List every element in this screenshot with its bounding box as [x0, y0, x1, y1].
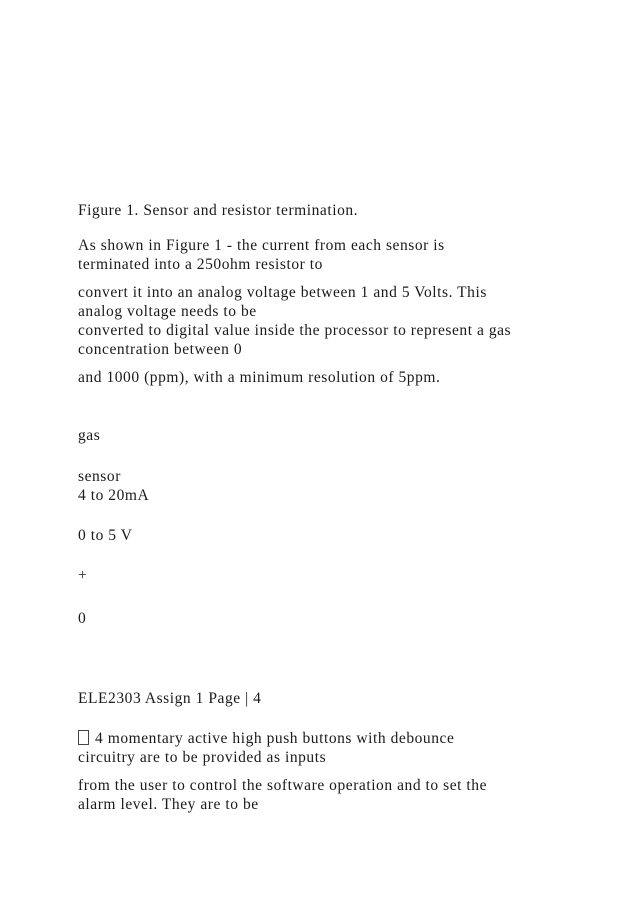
- bullet-text: 4 momentary active high push buttons with debounce: [95, 730, 455, 747]
- figure-label-current: 4 to 20mA: [78, 487, 150, 504]
- paragraph-line: and 1000 (ppm), with a minimum resolution of 5ppm.: [78, 369, 441, 386]
- page-footer: ELE2303 Assign 1 Page | 4: [78, 690, 262, 707]
- bullet-placeholder-icon: [78, 730, 89, 745]
- paragraph-line: analog voltage needs to be: [78, 303, 257, 320]
- figure-label-sensor: sensor: [78, 468, 121, 485]
- paragraph-line: circuitry are to be provided as inputs: [78, 749, 327, 766]
- figure-caption: Figure 1. Sensor and resistor termination.: [78, 202, 359, 219]
- paragraph-line: from the user to control the software operation and to set the: [78, 777, 487, 794]
- figure-label-plus: +: [78, 567, 88, 584]
- paragraph-line: terminated into a 250ohm resistor to: [78, 256, 323, 273]
- figure-label-voltage: 0 to 5 V: [78, 527, 133, 544]
- figure-label-zero: 0: [78, 610, 87, 627]
- bullet-item: [78, 729, 454, 748]
- paragraph-line: concentration between 0: [78, 341, 243, 358]
- paragraph-line: convert it into an analog voltage between 1 and 5 Volts. This: [78, 284, 487, 301]
- paragraph-line: As shown in Figure 1 - the current from each sensor is: [78, 237, 445, 254]
- figure-label-gas: gas: [78, 427, 101, 444]
- paragraph-line: converted to digital value inside the processor to represent a gas: [78, 322, 512, 339]
- paragraph-line: alarm level. They are to be: [78, 796, 259, 813]
